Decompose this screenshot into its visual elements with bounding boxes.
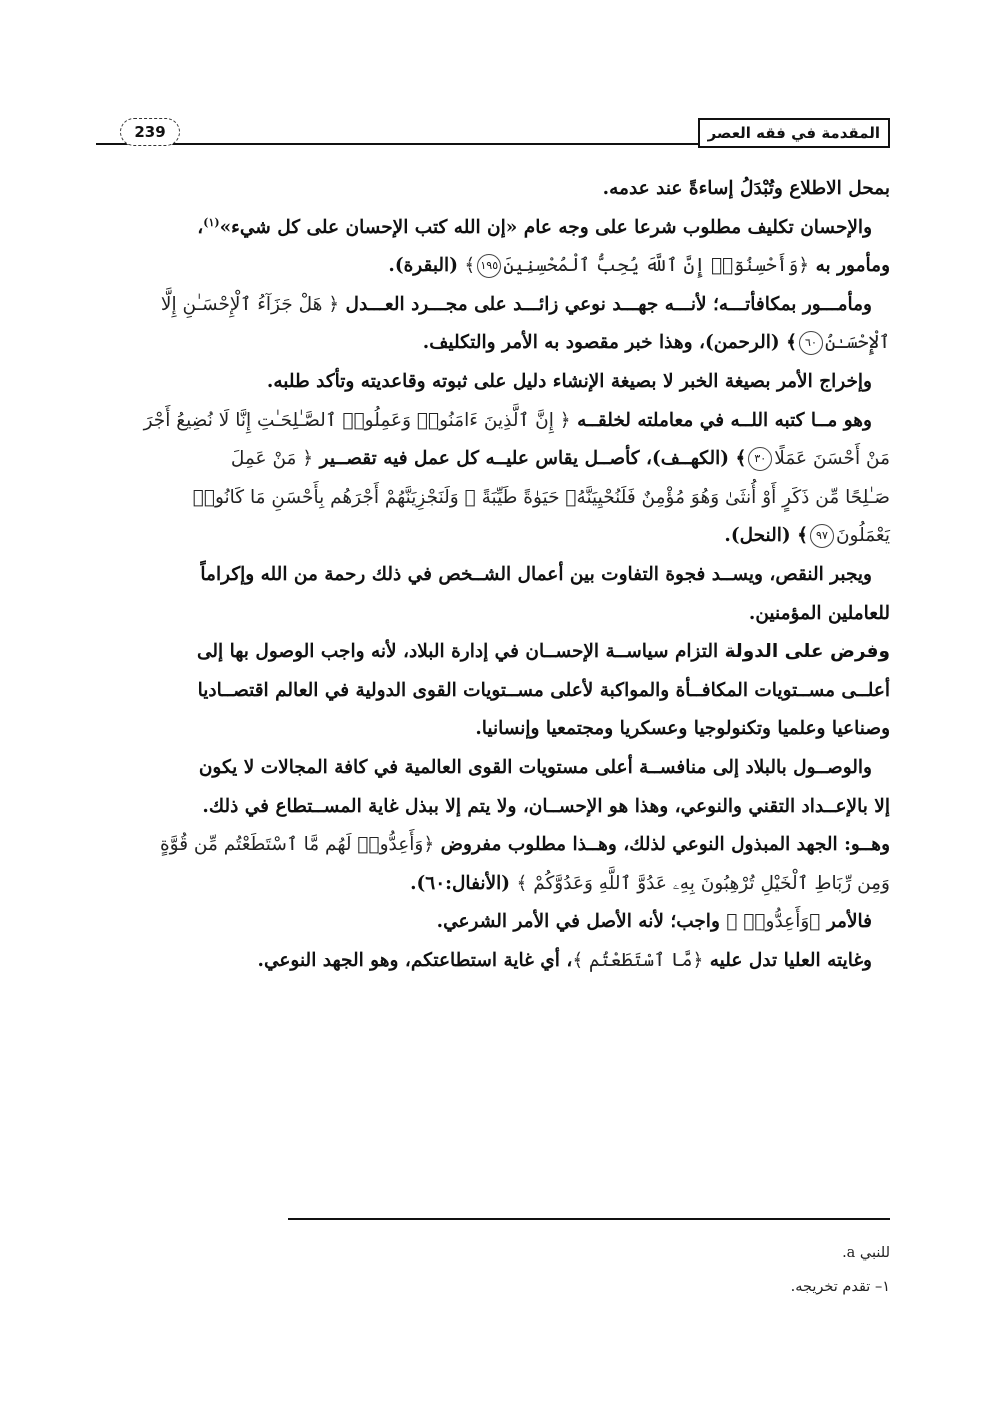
line-text: وهو مــا كتبه اللــه في معاملته لخلقــه [577, 409, 872, 431]
text-line [96, 324, 890, 363]
text-line [96, 209, 890, 248]
text-line [96, 633, 890, 672]
quran-verse: ﴿وَأَعِدُّوا۟ ﴾ [726, 911, 821, 933]
text-line [96, 363, 890, 402]
page-number: 239 [120, 118, 180, 146]
line-text: والوصــول بالبلاد إلى منافســة أعلى مستويات القوى العالمية في كافة المجالات لا يكون [198, 756, 872, 778]
text-line [96, 672, 890, 711]
line-text: ﴾ (النحل). [724, 525, 808, 547]
text-line [96, 286, 890, 325]
line-text: للعاملين المؤمنين. [748, 602, 890, 624]
line-text: ، [197, 216, 204, 238]
line-text: ﴾ (الرحمن)، وهذا خبر مقصود به الأمر والتكليف. [422, 332, 797, 354]
quran-verse: ﴿وَأَحْسِنُوٓا۟ إِنَّ ٱللَّهَ يُحِبُّ ٱلْمُحْسِنِينَ [503, 255, 810, 277]
line-text: ومأمور به [815, 255, 890, 277]
line-text: أعلــى مســتويات المكافــأة والمواكبة لأعلى مســتويات القوى الدولية في العالم اقتصــاديا [197, 679, 890, 701]
ayah-number-marker: ٩٧ [810, 524, 834, 548]
quran-verse: يَعْمَلُونَ [835, 525, 890, 547]
line-text: وهــو: الجهد المبذول النوعي لذلك، وهــذا مطلوب مفروض [440, 834, 890, 856]
text-line [96, 595, 890, 634]
text-line [96, 865, 890, 904]
ayah-number-marker: ٦٠ [799, 331, 823, 355]
text-line [96, 788, 890, 827]
ayah-number-marker: ٣٠ [748, 447, 772, 471]
line-text: ﴾ (الكهــف)، كأصــل يقاس عليــه كل عمل فيه تقصــير [319, 448, 747, 470]
footnote-line: ١– تقدم تخريجه. [790, 1279, 890, 1295]
footnote-line: للنبي a. [842, 1245, 890, 1261]
line-text: ومأمـــور بمكافأتـــه؛ لأنـــه جهـــد نوعي زائـــد على مجـــرد العـــدل [345, 293, 872, 315]
quran-bracket: ﴾ [464, 255, 476, 277]
page-body [96, 170, 890, 980]
quran-verse: ٱلْإِحْسَـٰنُ [824, 332, 890, 354]
footnote-separator [288, 1218, 890, 1220]
quran-verse: مَنْ أَحْسَنَ عَمَلًا [774, 448, 890, 470]
book-title: المقدمة في فقه العصر [698, 118, 890, 148]
line-text: واجب؛ لأنه الأصل في الأمر الشرعي. [436, 911, 720, 933]
quran-verse: ﴿ مَنْ عَمِلَ [230, 448, 314, 470]
surah-citation: (البقرة). [388, 255, 458, 277]
line-text: إلا بالإعــداد التقني والنوعي، وهذا هو الإحســان، ولا يتم إلا ببذل غاية المســتطاع في ذلك. [202, 795, 890, 817]
text-line [96, 710, 890, 749]
text-line [96, 749, 890, 788]
quran-verse: صَـٰلِحًا مِّن ذَكَرٍ أَوْ أُنثَىٰ وَهُوَ مُؤْمِنٌ فَلَنُحْيِيَنَّهُۥ حَيَوٰةً طَيِّبَةً ۖ وَلَنَجْزِيَنَّهُمْ أَجْرَهُم بِأَحْسَنِ مَا كَانُوا۟ [192, 486, 890, 508]
line-text: وغايته العليا تدل عليه [709, 949, 872, 971]
page-header [96, 116, 890, 146]
emphasized-phrase: وفرض على الدولة [724, 641, 890, 663]
ayah-number-marker: ١٩٥ [477, 254, 501, 278]
line-text: وصناعيا وعلميا وتكنولوجيا وعسكريا ومجتمعيا وإنسانيا. [475, 718, 890, 740]
text-line [96, 440, 890, 479]
text-line [96, 402, 890, 441]
line-text: والإحسان تكليف مطلوب شرعا على وجه عام «إن الله كتب الإحسان على كل شيء» [219, 216, 872, 238]
line-text: بمحل الاطلاع وتُبْدَلُ إساءةً عند عدمه. [602, 178, 890, 199]
quran-verse: ﴿مَّا ٱسْتَطَعْتُم ﴾ [572, 949, 704, 971]
line-text: ، أي غاية استطاعتكم، وهو الجهد النوعي. [257, 949, 573, 971]
quran-verse: وَمِن رِّبَاطِ ٱلْخَيْلِ تُرْهِبُونَ بِهِۦ عَدُوَّ ٱللَّهِ وَعَدُوَّكُمْ ﴾ [516, 872, 890, 894]
footnotes [290, 1236, 890, 1304]
line-text: فالأمر [826, 911, 872, 933]
text-line [96, 556, 890, 595]
line-text: ويجبر النقص، ويســد فجوة التفاوت بين أعمال الشــخص في ذلك رحمة من الله وإكراماً [200, 563, 872, 585]
footnote-ref[interactable]: (١) [203, 215, 220, 229]
quran-verse: ﴿وَأَعِدُّوا۟ لَهُم مَّا ٱسْتَطَعْتُم مِّن قُوَّةٍ [159, 834, 435, 856]
text-line [96, 942, 890, 981]
text-line [96, 170, 890, 209]
text-line [96, 826, 890, 865]
text-line [96, 479, 890, 518]
quran-verse: ﴿ هَلْ جَزَآءُ ٱلْإِحْسَـٰنِ إِلَّا [160, 293, 340, 315]
text-line [96, 247, 890, 286]
quran-verse: ﴿ إِنَّ ٱلَّذِينَ ءَامَنُوا۟ وَعَمِلُوا۟ ٱلصَّـٰلِحَـٰتِ إِنَّا لَا نُضِيعُ أَجْرَ [143, 409, 571, 431]
surah-citation: (الأنفال:٦٠). [410, 872, 511, 894]
line-text: وإخراج الأمر بصيغة الخبر لا بصيغة الإنشاء دليل على ثبوته وقاعديته وتأكد طلبه. [266, 370, 872, 392]
line-text: التزام سياســة الإحســان في إدارة البلاد، لأنه واجب الوصول بها إلى [197, 641, 719, 663]
text-line [96, 903, 890, 942]
text-line [96, 517, 890, 556]
